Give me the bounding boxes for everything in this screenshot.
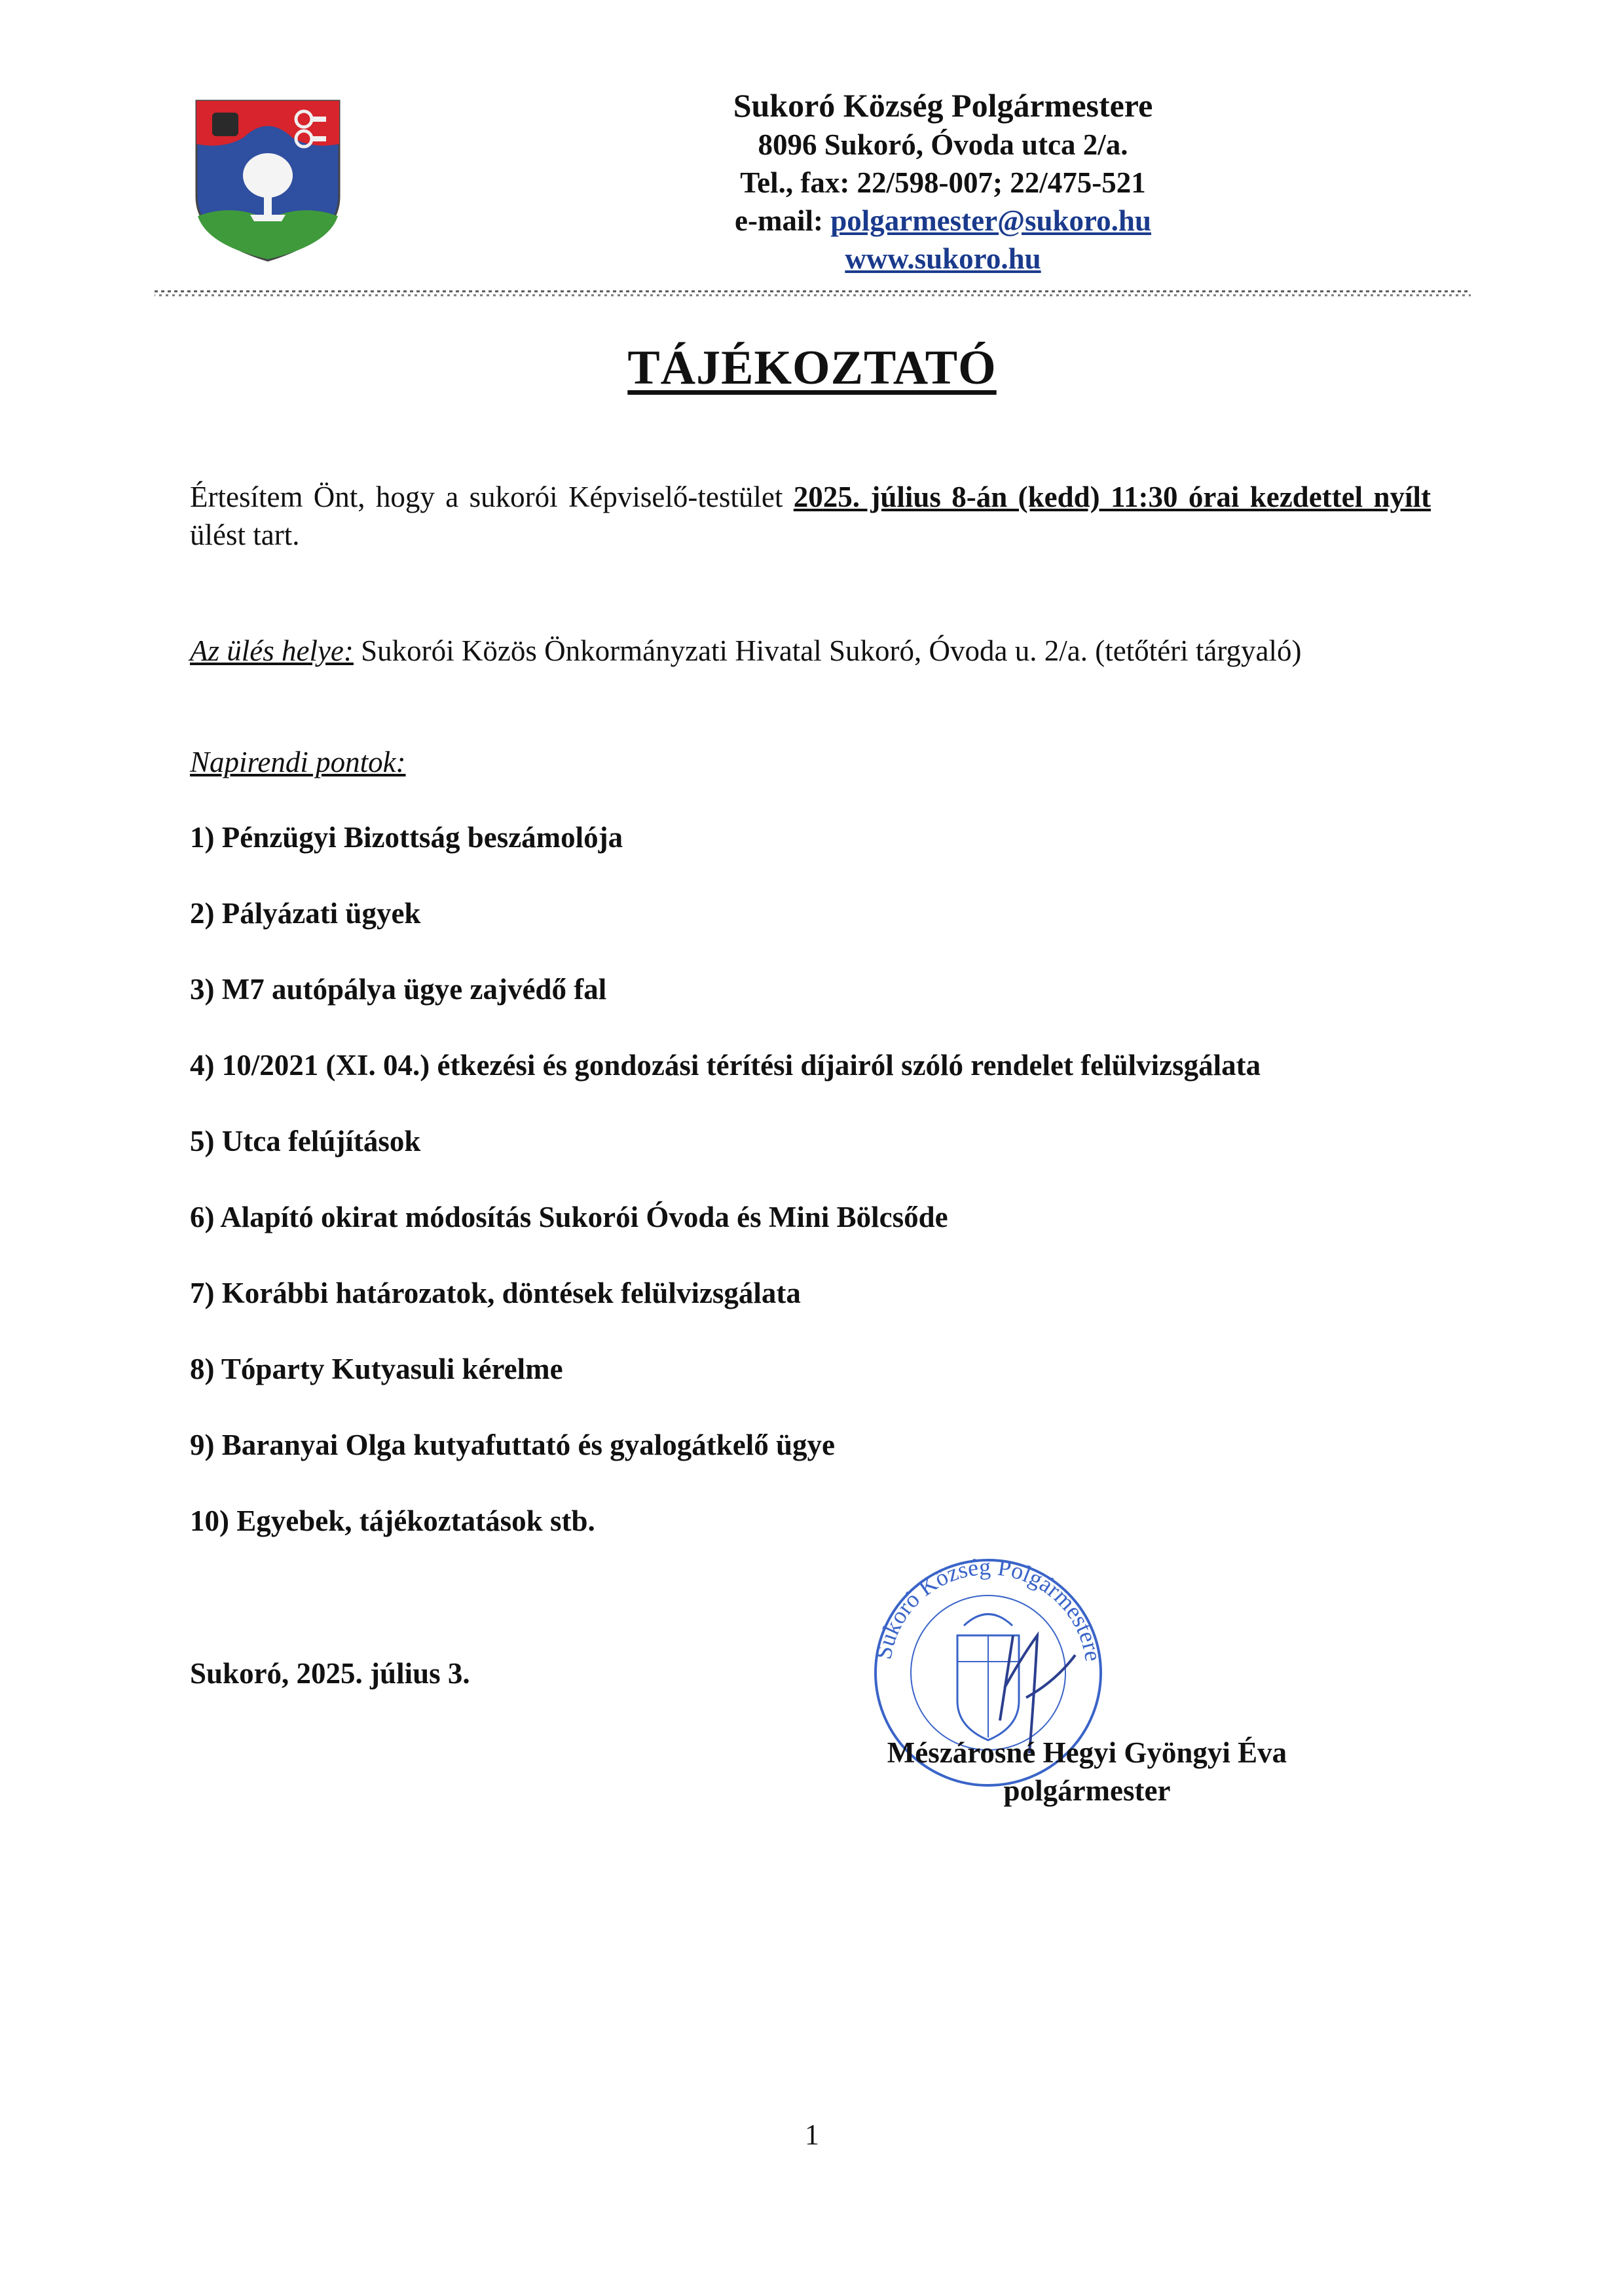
intro-paragraph bbox=[190, 478, 1431, 554]
agenda-item: 9) Baranyai Olga kutyafuttató és gyalogátkelő ügye bbox=[190, 1429, 835, 1461]
office-phone: Tel., fax: 22/598-007; 22/475-521 bbox=[740, 166, 1146, 199]
email-link[interactable]: polgarmester@sukoro.hu bbox=[830, 204, 1151, 237]
venue-label: Az ülés helye: bbox=[190, 634, 354, 667]
agenda-heading: Napirendi pontok: bbox=[190, 746, 406, 778]
intro-tail: ülést tart. bbox=[190, 519, 300, 551]
agenda-item: 6) Alapító okirat módosítás Sukorói Óvoda és Mini Bölcsőde bbox=[190, 1201, 948, 1233]
email-label: e-mail: bbox=[735, 204, 831, 237]
header-divider bbox=[155, 288, 1471, 299]
signatory-name: Mészárosné Hegyi Gyöngyi Éva bbox=[887, 1736, 1287, 1769]
municipal-crest-icon bbox=[194, 98, 342, 263]
agenda-item: 2) Pályázati ügyek bbox=[190, 897, 421, 930]
office-name: Sukoró Község Polgármestere bbox=[733, 87, 1153, 124]
agenda-item: 8) Tóparty Kutyasuli kérelme bbox=[190, 1353, 563, 1385]
stamp-text: Sukoró Község Polgármestere bbox=[870, 1557, 1107, 1664]
agenda-item: 10) Egyebek, tájékoztatások stb. bbox=[190, 1504, 595, 1537]
venue-text: Sukorói Közös Önkormányzati Hivatal Sukoró, Óvoda u. 2/a. (tetőtéri tárgyaló) bbox=[353, 634, 1302, 667]
agenda-item: 5) Utca felújítások bbox=[190, 1125, 421, 1157]
intro-lead: Értesítem Önt, hogy a sukorói Képviselő-testület bbox=[190, 481, 794, 513]
document-title: TÁJÉKOZTATÓ bbox=[627, 341, 997, 395]
agenda-item: 7) Korábbi határozatok, döntések felülvizsgálata bbox=[190, 1277, 801, 1309]
website-link[interactable]: www.sukoro.hu bbox=[845, 242, 1041, 275]
office-email-line bbox=[524, 202, 1362, 240]
agenda-item: 1) Pénzügyi Bizottság beszámolója bbox=[190, 821, 623, 854]
meeting-datetime: 2025. július 8-án (kedd) 11:30 órai kezdettel nyílt bbox=[793, 481, 1431, 513]
agenda-list bbox=[190, 818, 1434, 1578]
letterhead bbox=[524, 85, 1362, 278]
signatory-block bbox=[825, 1734, 1349, 1810]
venue-line bbox=[190, 632, 1431, 670]
page-number: 1 bbox=[805, 2119, 819, 2151]
agenda-item: 4) 10/2021 (XI. 04.) étkezési és gondozási térítési díjairól szóló rendelet felülvizsgálata bbox=[190, 1049, 1261, 1082]
agenda-item: 3) M7 autópálya ügye zajvédő fal bbox=[190, 973, 607, 1006]
signatory-role: polgármester bbox=[1003, 1774, 1171, 1807]
office-address: 8096 Sukoró, Óvoda utca 2/a. bbox=[758, 128, 1128, 161]
place-date: Sukoró, 2025. július 3. bbox=[190, 1657, 470, 1690]
